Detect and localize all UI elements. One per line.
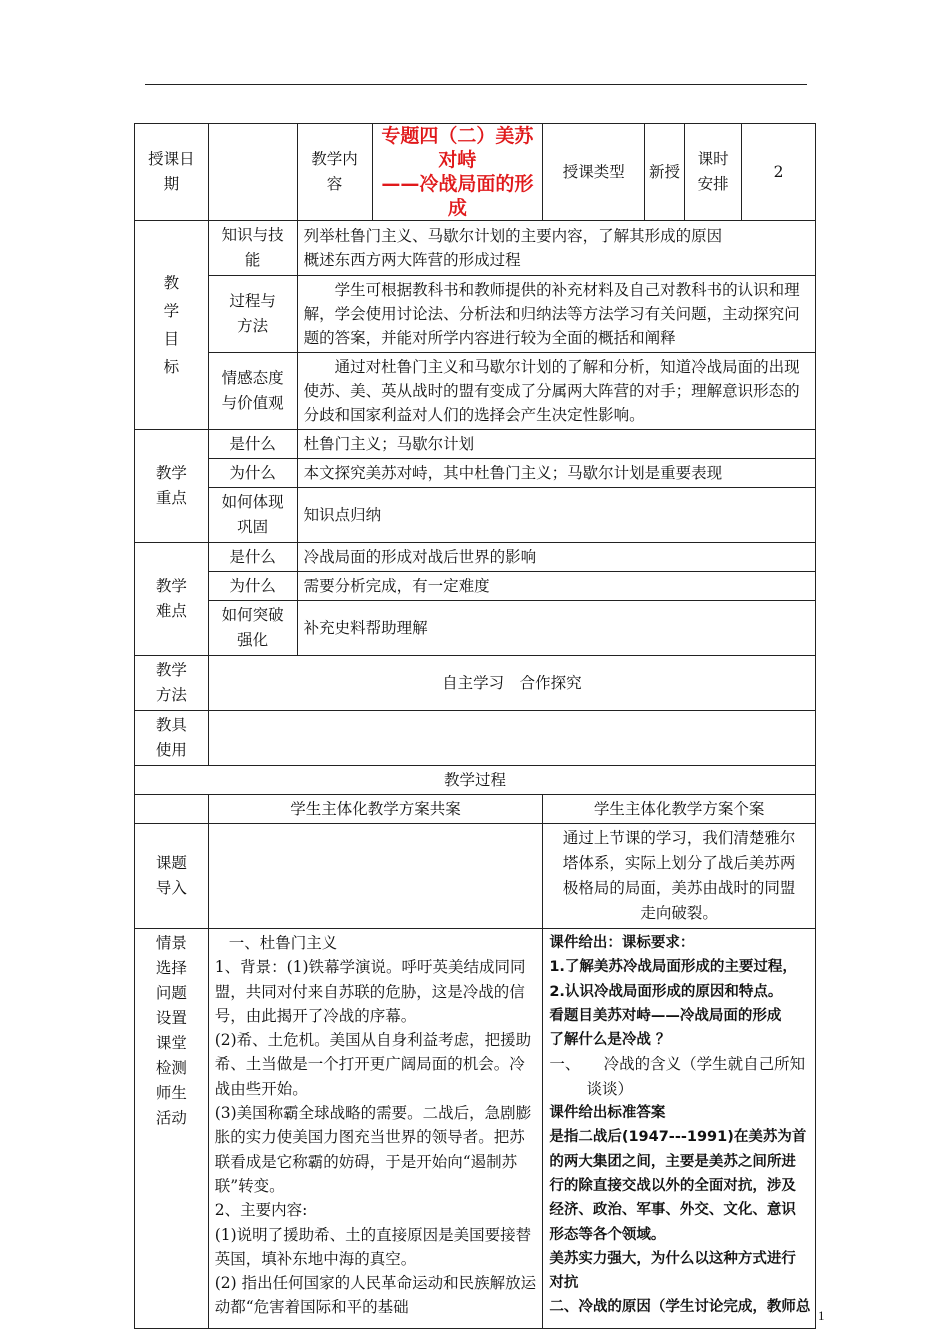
goal-knowledge-text: 列举杜鲁门主义、马歇尔计划的主要内容，了解其形成的原因 概述东西方两大阵营的形成过程: [297, 221, 815, 276]
diff-what-text: 冷战局面的形成对战后世界的影响: [297, 543, 815, 572]
method-label: 教学方法: [135, 656, 209, 711]
diff-why-text: 需要分析完成，有一定难度: [297, 572, 815, 601]
type-value: 新授: [645, 124, 685, 221]
diff-why-label: 为什么: [208, 572, 297, 601]
intro-shared-cell: [208, 824, 543, 929]
col-shared-heading: 学生主体化教学方案共案: [208, 795, 543, 824]
shared-para: (1)说明了援助希、土的直接原因是美国要接替英国，填补东地中海的真空。: [214, 1225, 532, 1268]
personal-para: 了解什么是冷战 ？: [549, 1032, 671, 1049]
col-personal-heading: 学生主体化教学方案个案: [543, 795, 816, 824]
tools-value: [208, 711, 815, 766]
hours-value: 2: [742, 124, 816, 221]
activity-shared-column: [208, 929, 543, 1329]
date-label: 授课日期: [135, 124, 209, 221]
shared-section-title: 一、杜鲁门主义: [228, 934, 338, 952]
diff-what-label: 是什么: [208, 543, 297, 572]
shared-para: (3)美国称霸全球战略的需要。二战后，急剧膨胀的实力使美国力图充当世界的领导者。把苏联看成是它称霸的妨碍，于是开始向“遏制苏联”转变。: [214, 1104, 532, 1195]
lesson-title: [372, 124, 543, 221]
activity-personal-column: [543, 929, 816, 1329]
lesson-title-line2: ——冷战局面的形成: [381, 173, 534, 219]
personal-para: 2.认识冷战局面形成的原因和特点。: [549, 983, 783, 1000]
intro-text: 通过上节课的学习，我们清楚雅尔塔体系，实际上划分了战后美苏两极格局的局面，美苏由战时的同盟走向破裂。: [543, 824, 816, 929]
header-rule: [145, 84, 807, 85]
personal-para: 是指二战后(1947---1991)在美苏为首的两大集团之间，主要是美苏之间所进行的除直接交战以外的全面对抗，涉及经济、政治、军事、外交、文化、意识形态等各个领域。: [549, 1129, 807, 1243]
hours-label: 课时安排: [684, 124, 741, 221]
personal-para: 1.了解美苏冷战局面形成的主要过程，: [549, 959, 797, 976]
shared-para: 2、主要内容:: [214, 1201, 308, 1220]
key-what-label: 是什么: [208, 430, 297, 459]
key-how-label: 如何体现巩固: [208, 488, 297, 543]
personal-para: 二、冷战的原因（学生讨论完成，教师总: [549, 1299, 811, 1316]
personal-para: 课件给出标准答案: [549, 1105, 666, 1122]
personal-para: 一、 冷战的含义（学生就自己所知谈谈）: [549, 1055, 806, 1098]
lesson-plan-table: [134, 123, 816, 1329]
goals-label: 教学目标: [135, 221, 209, 430]
method-value: 自主学习 合作探究: [208, 656, 815, 711]
key-why-text: 本文探究美苏对峙，其中杜鲁门主义；马歇尔计划是重要表现: [297, 459, 815, 488]
key-points-label: 教学重点: [135, 430, 209, 543]
shared-para: (2) 指出任何国家的人民革命运动和民族解放运动都“危害着国际和平的基础: [214, 1274, 537, 1317]
lesson-title-line1: 专题四（二）美苏对峙: [381, 125, 534, 171]
shared-para: 1、背景：(1)铁幕学演说。呼吁英美结成同同盟，共同对付来自苏联的危胁，这是冷战的信号，由此揭开了冷战的序幕。: [214, 958, 526, 1025]
difficulties-label: 教学难点: [135, 543, 209, 656]
personal-para: 看题目美苏对峙——冷战局面的形成: [549, 1007, 782, 1024]
goal-emotion-text: 通过对杜鲁门主义和马歇尔计划的了解和分析，知道冷战局面的出现使苏、美、英从战时的盟有变成了分属两大阵营的对手；理解意识形态的分歧和国家利益对人们的选择会产生决定性影响。: [297, 353, 815, 430]
intro-label: 课题导入: [135, 824, 209, 929]
personal-para: 课件给出：课标要求：: [549, 935, 695, 951]
type-label: 授课类型: [543, 124, 645, 221]
key-what-text: 杜鲁门主义；马歇尔计划: [297, 430, 815, 459]
activity-label: 情景选择问题设置课堂检测师生活动: [135, 929, 209, 1329]
date-value: [208, 124, 297, 221]
tools-label: 教具使用: [135, 711, 209, 766]
shared-para: (2)希、土危机。美国从自身利益考虑，把援助希、土当做是一个打开更广阔局面的机会。冷战由些开始。: [214, 1031, 532, 1098]
diff-how-label: 如何突破强化: [208, 601, 297, 656]
page-number: 1: [818, 1308, 825, 1323]
process-blank-cell: [135, 795, 209, 824]
content-label: 教学内容: [297, 124, 372, 221]
goal-process-label: 过程与方法: [208, 276, 297, 353]
key-why-label: 为什么: [208, 459, 297, 488]
goal-knowledge-label: 知识与技能: [208, 221, 297, 276]
goal-emotion-label: 情感态度与价值观: [208, 353, 297, 430]
key-how-text: 知识点归纳: [297, 488, 815, 543]
goal-process-text: 学生可根据教科书和教师提供的补充材料及自己对教科书的认识和理解，学会使用讨论法、分析法和归纳法等方法学习有关问题，主动探究问题的答案，并能对所学内容进行较为全面的概括和阐释: [297, 276, 815, 353]
process-heading: 教学过程: [135, 766, 816, 795]
diff-how-text: 补充史料帮助理解: [297, 601, 815, 656]
personal-para: 美苏实力强大，为什么以这种方式进行对抗: [549, 1250, 796, 1292]
